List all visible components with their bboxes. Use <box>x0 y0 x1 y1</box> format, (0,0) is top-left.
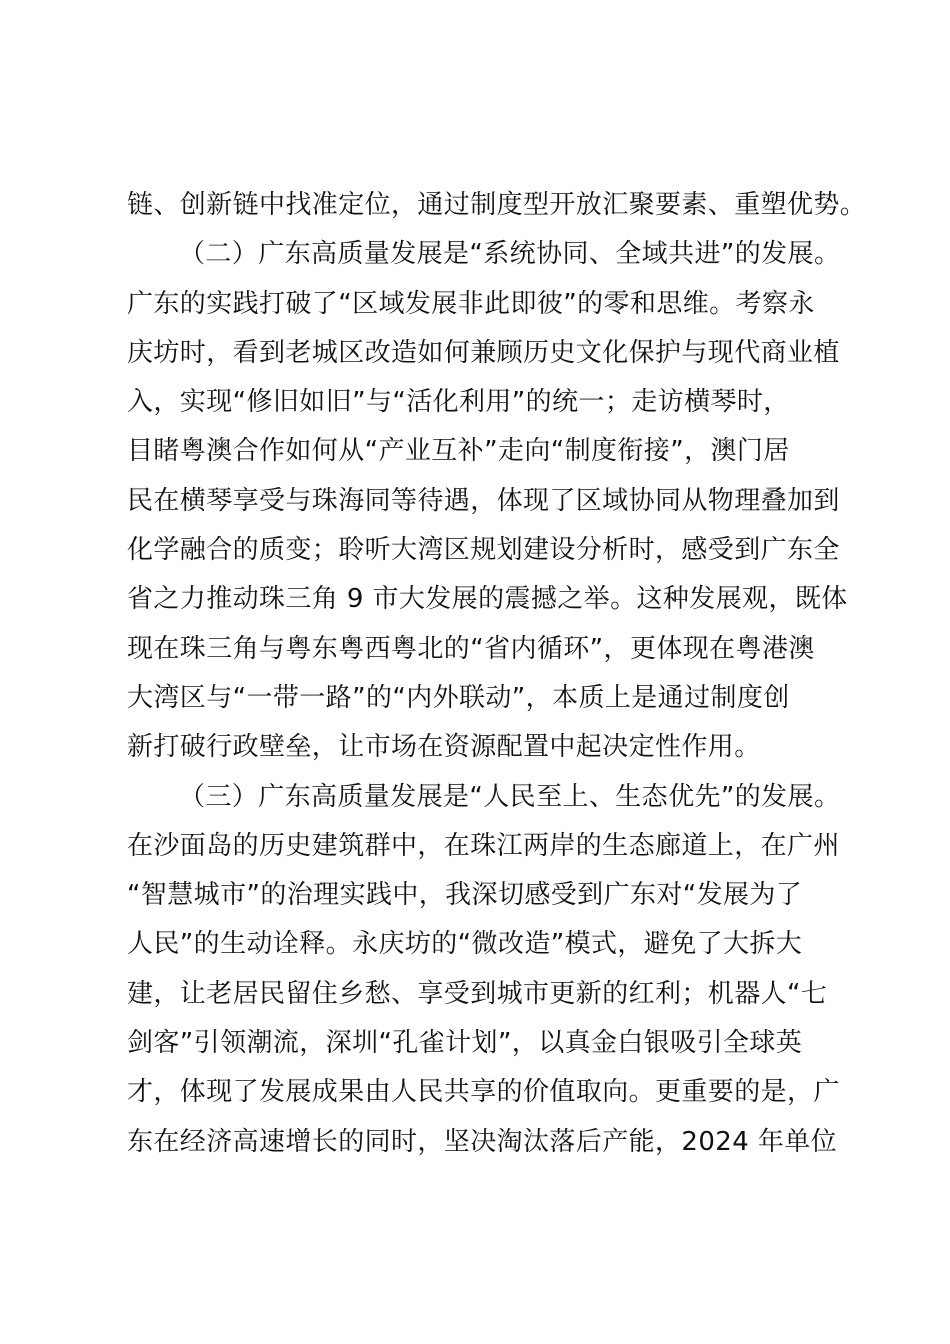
text-line: 建，让老居民留住乡愁、享受到城市更新的红利；机器人“七 <box>127 978 828 1009</box>
text-line: 广东的实践打破了“区域发展非此即彼”的零和思维。考察永 <box>127 288 815 319</box>
text-line: 民在横琴享受与珠海同等待遇，体现了区域协同从物理叠加到 <box>127 485 840 516</box>
text-line: 人民”的生动诠释。永庆坊的“微改造”模式，避免了大拆大 <box>127 929 803 960</box>
text-line: 链、创新链中找准定位，通过制度型开放汇聚要素、重塑优势。 <box>127 190 867 220</box>
text-line: 入，实现“修旧如旧”与“活化利用”的统一；走访横琴时， <box>127 387 790 418</box>
text-line: 庆坊时，看到老城区改造如何兼顾历史文化保护与现代商业植 <box>127 337 840 368</box>
text-line: “智慧城市”的治理实践中，我深切感受到广东对“发展为了 <box>127 880 803 911</box>
text-line: 剑客”引领潮流，深圳“孔雀计划”，以真金白银吸引全球英 <box>127 1028 803 1059</box>
text-line: 东在经济高速增长的同时，坚决淘汰落后产能，2024 年单位 <box>127 1126 838 1157</box>
text-line: 才，体现了发展成果由人民共享的价值取向。更重要的是，广 <box>127 1077 840 1108</box>
text-line: （二）广东高质量发展是“系统协同、全域共进”的发展。 <box>179 239 841 270</box>
text-line: （三）广东高质量发展是“人民至上、生态优先”的发展。 <box>179 781 841 812</box>
text-line: 目睹粤澳合作如何从“产业互补”走向“制度衔接”，澳门居 <box>127 436 790 467</box>
text-line: 在沙面岛的历史建筑群中，在珠江两岸的生态廊道上，在广州 <box>127 830 840 861</box>
text-line: 新打破行政壁垒，让市场在资源配置中起决定性作用。 <box>127 732 761 763</box>
text-line: 省之力推动珠三角 9 市大发展的震撼之举。这种发展观，既体 <box>127 584 848 615</box>
text-line: 现在珠三角与粤东粤西粤北的“省内循环”，更体现在粤港澳 <box>127 633 815 664</box>
text-line: 大湾区与“一带一路”的“内外联动”，本质上是通过制度创 <box>127 682 790 713</box>
body-text <box>127 181 867 1167</box>
text-line: 化学融合的质变；聆听大湾区规划建设分析时，感受到广东全 <box>127 535 840 566</box>
